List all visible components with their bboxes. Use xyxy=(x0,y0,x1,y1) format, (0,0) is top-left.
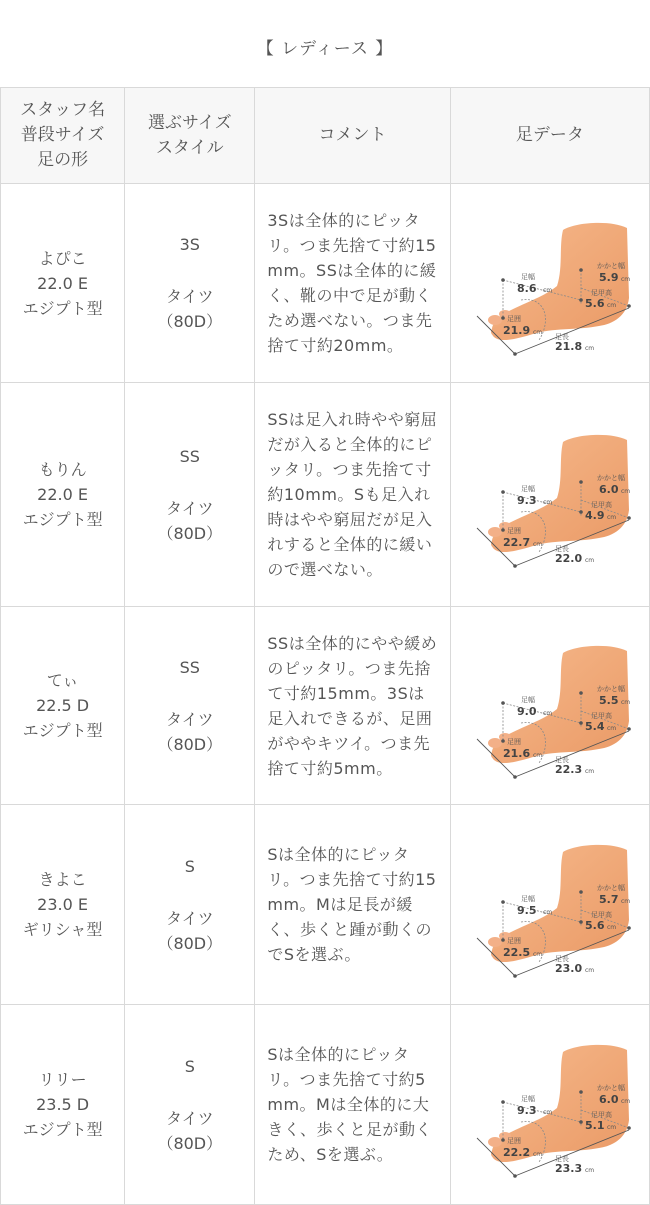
foot-girth-unit: cm xyxy=(533,751,543,759)
heel-width-label: かかと幅 xyxy=(597,473,626,482)
foot-length-unit: cm xyxy=(585,767,595,775)
foot-width-label: 足幅 xyxy=(521,273,536,281)
heel-width-value: 5.9 xyxy=(599,271,619,284)
foot-width-value: 9.5 xyxy=(517,903,537,917)
staff-cell xyxy=(1,1005,125,1205)
foot-length-value: 22.0 xyxy=(555,551,583,565)
style-name: タイツ xyxy=(165,498,214,518)
foot-shape-type: エジプト型 xyxy=(22,298,103,318)
foot-girth-value: 22.5 xyxy=(503,945,531,959)
foot-length-unit: cm xyxy=(585,345,595,352)
header-foot-data: 足データ xyxy=(450,88,649,184)
chosen-size: SS xyxy=(179,657,200,677)
foot-girth-unit: cm xyxy=(533,950,543,958)
foot-length-unit: cm xyxy=(585,966,595,974)
staff-name: てぃ xyxy=(46,671,79,690)
comment-cell: Sは全体的にピッタリ。つま先捨て寸約5mm。Mは全体的に大きく、歩くと足が動くため、Sを選ぶ。 xyxy=(255,1005,450,1205)
staff-name: きよこ xyxy=(38,870,87,889)
heel-width-label: かかと幅 xyxy=(597,883,626,892)
style-denier: （80D） xyxy=(157,312,223,331)
chosen-size: S xyxy=(184,856,195,876)
foot-girth-unit: cm xyxy=(533,329,543,336)
foot-illustration xyxy=(451,208,648,358)
staff-cell xyxy=(1,383,125,607)
instep-height-value: 5.1 xyxy=(585,1118,605,1132)
instep-height-label: 足甲高 xyxy=(591,711,613,720)
foot-girth-label: 足囲 xyxy=(507,737,522,746)
size-cell xyxy=(125,805,255,1005)
foot-width-unit: cm xyxy=(543,498,553,506)
foot-width-label: 足幅 xyxy=(521,1094,536,1103)
foot-data-cell xyxy=(450,1005,649,1205)
table-row xyxy=(1,607,650,805)
foot-data-cell xyxy=(450,184,649,383)
foot-width-unit: cm xyxy=(543,709,553,717)
header-usual-size: 普段サイズ xyxy=(20,125,105,145)
staff-name: もりん xyxy=(38,460,87,479)
table-row xyxy=(1,805,650,1005)
heel-width-unit: cm xyxy=(621,1097,631,1105)
foot-length-unit: cm xyxy=(585,1166,595,1174)
foot-width-value: 8.6 xyxy=(517,282,537,295)
foot-width-label: 足幅 xyxy=(521,894,536,903)
foot-data-cell xyxy=(450,383,649,607)
foot-girth-value: 22.7 xyxy=(503,535,531,549)
heel-width-unit: cm xyxy=(621,897,631,905)
instep-height-label: 足甲高 xyxy=(591,289,613,297)
heel-width-value: 6.0 xyxy=(599,482,619,496)
foot-girth-unit: cm xyxy=(533,1150,543,1158)
header-staff xyxy=(1,88,125,184)
foot-illustration xyxy=(451,830,648,980)
foot-shape-type: ギリシャ型 xyxy=(22,920,103,939)
foot-length-value: 23.0 xyxy=(555,961,583,975)
instep-height-value: 4.9 xyxy=(585,508,605,522)
foot-illustration xyxy=(451,631,648,781)
staff-name: よぴこ xyxy=(38,248,87,268)
staff-cell xyxy=(1,607,125,805)
foot-width-value: 9.3 xyxy=(517,1103,537,1117)
heel-width-value: 5.5 xyxy=(599,693,619,707)
foot-length-value: 21.8 xyxy=(555,340,583,353)
foot-width-label: 足幅 xyxy=(521,484,536,493)
size-cell xyxy=(125,1005,255,1205)
foot-girth-label: 足囲 xyxy=(507,1136,522,1145)
foot-girth-value: 21.6 xyxy=(503,746,531,760)
foot-length-label: 足長 xyxy=(555,333,570,341)
style-denier: （80D） xyxy=(157,734,223,754)
style-name: タイツ xyxy=(165,908,214,928)
style-name: タイツ xyxy=(165,287,214,306)
size-cell xyxy=(125,184,255,383)
foot-data-cell xyxy=(450,805,649,1005)
foot-girth-label: 足囲 xyxy=(507,526,522,535)
heel-width-label: かかと幅 xyxy=(597,262,626,270)
instep-height-unit: cm xyxy=(607,923,617,931)
table-row xyxy=(1,383,650,607)
foot-shape-type: エジプト型 xyxy=(22,1120,103,1139)
comment-cell: SSは全体的にやや緩めのピッタリ。つま先捨て寸約15mm。3Sは足入れできるが、足囲がややキツイ。つま先捨て寸約5mm。 xyxy=(255,607,450,805)
toe-shape xyxy=(488,937,502,947)
staff-cell xyxy=(1,184,125,383)
foot-width-unit: cm xyxy=(543,287,553,294)
style-name: タイツ xyxy=(165,709,214,729)
staff-size-table xyxy=(0,87,650,1205)
usual-size: 22.5 D xyxy=(36,696,90,715)
toe-shape xyxy=(488,315,502,325)
header-chosen-size: 選ぶサイズ xyxy=(147,112,232,133)
heel-width-unit: cm xyxy=(621,487,631,495)
size-cell xyxy=(125,607,255,805)
header-foot-shape: 足の形 xyxy=(37,150,89,170)
heel-width-label: かかと幅 xyxy=(597,684,626,693)
header-style: スタイル xyxy=(155,137,224,158)
foot-data-cell xyxy=(450,607,649,805)
foot-illustration xyxy=(451,420,648,570)
instep-height-label: 足甲高 xyxy=(591,1110,613,1119)
header-comment: コメント xyxy=(255,88,450,184)
chosen-size: S xyxy=(184,1056,195,1076)
heel-width-unit: cm xyxy=(621,698,631,706)
foot-length-label: 足長 xyxy=(555,1154,570,1163)
foot-width-unit: cm xyxy=(543,908,553,916)
toe-shape xyxy=(488,1137,502,1147)
chosen-size: 3S xyxy=(179,235,200,254)
heel-width-unit: cm xyxy=(621,276,631,283)
comment-cell: Sは全体的にピッタリ。つま先捨て寸約15mm。Mは足長が緩く、歩くと踵が動くのでSを選ぶ。 xyxy=(255,805,450,1005)
heel-width-label: かかと幅 xyxy=(597,1083,626,1092)
comment-cell: 3Sは全体的にピッタリ。つま先捨て寸約15mm。SSは全体的に緩く、靴の中で足が動くため選べない。つま先捨て寸約20mm。 xyxy=(255,184,450,383)
style-denier: （80D） xyxy=(157,933,223,953)
style-denier: （80D） xyxy=(157,1133,223,1153)
foot-width-value: 9.0 xyxy=(517,704,537,718)
usual-size: 23.5 D xyxy=(36,1095,90,1114)
foot-width-label: 足幅 xyxy=(521,695,536,704)
foot-girth-label: 足囲 xyxy=(507,315,522,323)
chosen-size: SS xyxy=(179,446,200,466)
instep-height-label: 足甲高 xyxy=(591,500,613,509)
foot-girth-unit: cm xyxy=(533,540,543,548)
foot-width-value: 9.3 xyxy=(517,493,537,507)
foot-length-value: 22.3 xyxy=(555,762,583,776)
foot-shape-type: エジプト型 xyxy=(22,721,103,740)
foot-length-label: 足長 xyxy=(555,954,570,963)
toe-shape xyxy=(488,527,502,537)
instep-height-unit: cm xyxy=(607,1123,617,1131)
table-row xyxy=(1,184,650,383)
foot-shape-type: エジプト型 xyxy=(22,510,103,529)
staff-cell xyxy=(1,805,125,1005)
foot-length-value: 23.3 xyxy=(555,1161,583,1175)
heel-width-value: 6.0 xyxy=(599,1092,619,1106)
usual-size: 22.0 E xyxy=(37,485,88,504)
table-header-row xyxy=(1,88,650,184)
instep-height-value: 5.4 xyxy=(585,719,605,733)
instep-height-unit: cm xyxy=(607,513,617,521)
instep-height-value: 5.6 xyxy=(585,918,605,932)
foot-length-unit: cm xyxy=(585,556,595,564)
instep-height-unit: cm xyxy=(607,724,617,732)
instep-height-label: 足甲高 xyxy=(591,910,613,919)
instep-height-value: 5.6 xyxy=(585,297,605,310)
instep-height-unit: cm xyxy=(607,302,617,309)
size-cell xyxy=(125,383,255,607)
foot-girth-label: 足囲 xyxy=(507,936,522,945)
toe-shape xyxy=(488,738,502,748)
header-staff-name: スタッフ名 xyxy=(20,100,106,120)
foot-length-label: 足長 xyxy=(555,755,570,764)
usual-size: 22.0 E xyxy=(37,273,88,293)
comment-cell: SSは足入れ時やや窮屈だが入ると全体的にピッタリ。つま先捨て寸約10mm。Sも足入れ時はやや窮屈だが足入れすると全体的に緩いので選べない。 xyxy=(255,383,450,607)
style-name: タイツ xyxy=(165,1108,214,1128)
foot-width-unit: cm xyxy=(543,1108,553,1116)
foot-illustration xyxy=(451,1030,648,1180)
page-title: 【 レディース 】 xyxy=(256,39,394,59)
foot-girth-value: 21.9 xyxy=(503,324,531,337)
foot-length-label: 足長 xyxy=(555,544,570,553)
foot-girth-value: 22.2 xyxy=(503,1145,531,1159)
staff-name: リリー xyxy=(38,1070,87,1089)
style-denier: （80D） xyxy=(157,523,223,543)
table-row xyxy=(1,1005,650,1205)
heel-width-value: 5.7 xyxy=(599,892,619,906)
header-size xyxy=(125,88,255,184)
usual-size: 23.0 E xyxy=(37,895,88,914)
